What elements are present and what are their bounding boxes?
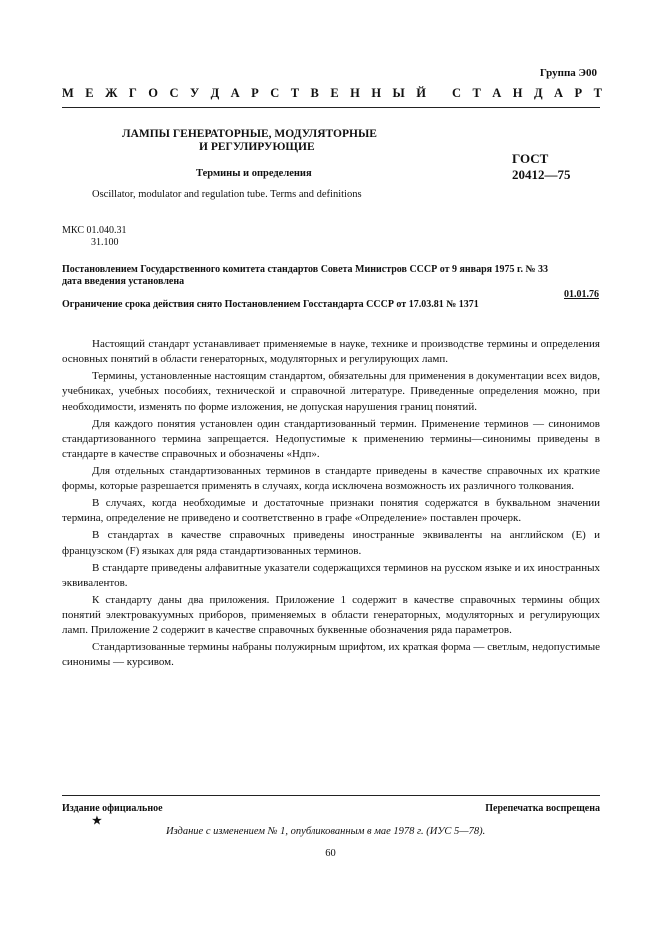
banner-letter: У [189, 86, 200, 100]
banner-letter: Н [512, 86, 523, 100]
body-paragraph: Настоящий стандарт устанавливает применяемые в науке, технике и производстве термины и определения основных понятий в области генераторных, модуляторных и регулирующих ламп. [62, 338, 600, 366]
banner-letter: Т [593, 86, 602, 100]
mks-line-1: МКС 01.040.31 [62, 225, 127, 236]
mks-codes [62, 225, 126, 249]
banner-letter: Р [574, 86, 583, 100]
star-icon: ★ [92, 815, 102, 827]
limit-removed-note: Ограничение срока действия снято Постановлением Госстандарта СССР от 17.03.81 № 1371 [62, 299, 479, 310]
banner-letter: Г [128, 86, 137, 100]
banner-letter: О [148, 86, 159, 100]
banner-letter: А [492, 86, 502, 100]
banner-letter: Е [85, 86, 94, 100]
reprint-label: Перепечатка воспрещена [485, 803, 600, 814]
group-label: Группа Э00 [539, 67, 597, 79]
banner-letter: С [270, 86, 280, 100]
body-paragraph: К стандарту даны два приложения. Приложение 1 содержит в качестве справочных термины общих понятий электровакуумных приборов, применяемых в области генераторных, модуляторных и регулирующих ламп. Приложение 2 содержит в качестве справочных буквенные обозначения ряда параметров. [62, 593, 600, 637]
banner-letter: Ж [105, 86, 118, 100]
banner-gap [437, 86, 440, 101]
page-number: 60 [325, 848, 336, 859]
banner-letter: А [554, 86, 564, 100]
body-paragraph: Термины, установленные настоящим стандартом, обязательны для применения в документации всех видов, учебниках, учебных пособиях, технической и справочной литературе. Приведенные определения можно, при необходимости, изменять по форме изложения, не допуская нарушения границ понятий. [62, 370, 600, 413]
top-rule [62, 107, 600, 108]
body-paragraph: Для отдельных стандартизованных терминов в стандарте приведены в качестве справочных их краткие формы, которые разрешается применять в случаях, когда исключена возможность их различного толкования. [62, 465, 600, 493]
banner-letter: Н [350, 86, 360, 100]
gost-number: 20412—75 [512, 167, 571, 182]
amendment-note: Издание с изменением № 1, опубликованным в мае 1978 г. (ИУС 5—78). [166, 826, 486, 837]
decree-line-2: дата введения установлена [62, 276, 185, 287]
title-line-1: ЛАМПЫ ГЕНЕРАТОРНЫЕ, МОДУЛЯТОРНЫЕ [122, 128, 377, 140]
body-paragraph: В случаях, когда необходимые и достаточные признаки понятия содержатся в буквальном значении термина, определение не приведено и соответственно в графе «Определение» поставлен прочерк. [62, 497, 600, 525]
banner-letter: В [310, 86, 319, 100]
banner-letter: Е [330, 86, 339, 100]
gost-designation [512, 151, 571, 183]
banner-letter: Й [416, 86, 426, 100]
standard-banner [62, 86, 602, 101]
banner-letter: Р [251, 86, 259, 100]
document-title [122, 128, 402, 154]
body-text [62, 337, 600, 672]
banner-letter: Т [290, 86, 300, 100]
body-paragraph: Стандартизованные термины набраны полужирным шрифтом, их краткая форма — светлым, недопустимые синонимы — курсивом. [62, 641, 600, 669]
banner-letter: С [452, 86, 462, 100]
banner-letter: Т [472, 86, 481, 100]
decree-block [62, 264, 602, 288]
banner-letter: М [62, 86, 74, 100]
body-paragraph: В стандарте приведены алфавитные указатели содержащихся терминов на русском языке и их иностранных эквивалентов. [62, 561, 600, 589]
english-title: Oscillator, modulator and regulation tube. Terms and definitions [92, 189, 362, 200]
body-paragraph: Для каждого понятия установлен один стандартизованный термин. Применение терминов — синонимов стандартизованного термина запрещается. Недопустимые к применению термины—синонимы приведены в стандарте в качестве справочных и обозначены «Ндп». [62, 417, 600, 461]
title-line-2: И РЕГУЛИРУЮЩИЕ [199, 141, 315, 153]
body-paragraph: В стандартах в качестве справочных приведены иностранные эквиваленты на английском (Е) и французском (F) языках для ряда стандартизованных терминов. [62, 529, 600, 557]
introduction-date: 01.01.76 [564, 289, 599, 300]
edition-label: Издание официальное [62, 803, 163, 814]
mks-line-2: 31.100 [91, 237, 119, 248]
banner-letter: Ы [392, 86, 405, 100]
banner-letter: Н [371, 86, 382, 100]
decree-line-1: Постановлением Государственного комитета стандартов Совета Министров СССР от 9 января 1975 г. № 33 [62, 264, 549, 275]
banner-letter: Д [533, 86, 543, 100]
gost-label: ГОСТ [512, 151, 549, 166]
document-subtitle: Термины и определения [196, 168, 312, 179]
banner-letter: С [169, 86, 179, 100]
banner-letter: А [230, 86, 240, 100]
banner-letter: Д [210, 86, 220, 100]
bottom-rule [62, 795, 600, 796]
